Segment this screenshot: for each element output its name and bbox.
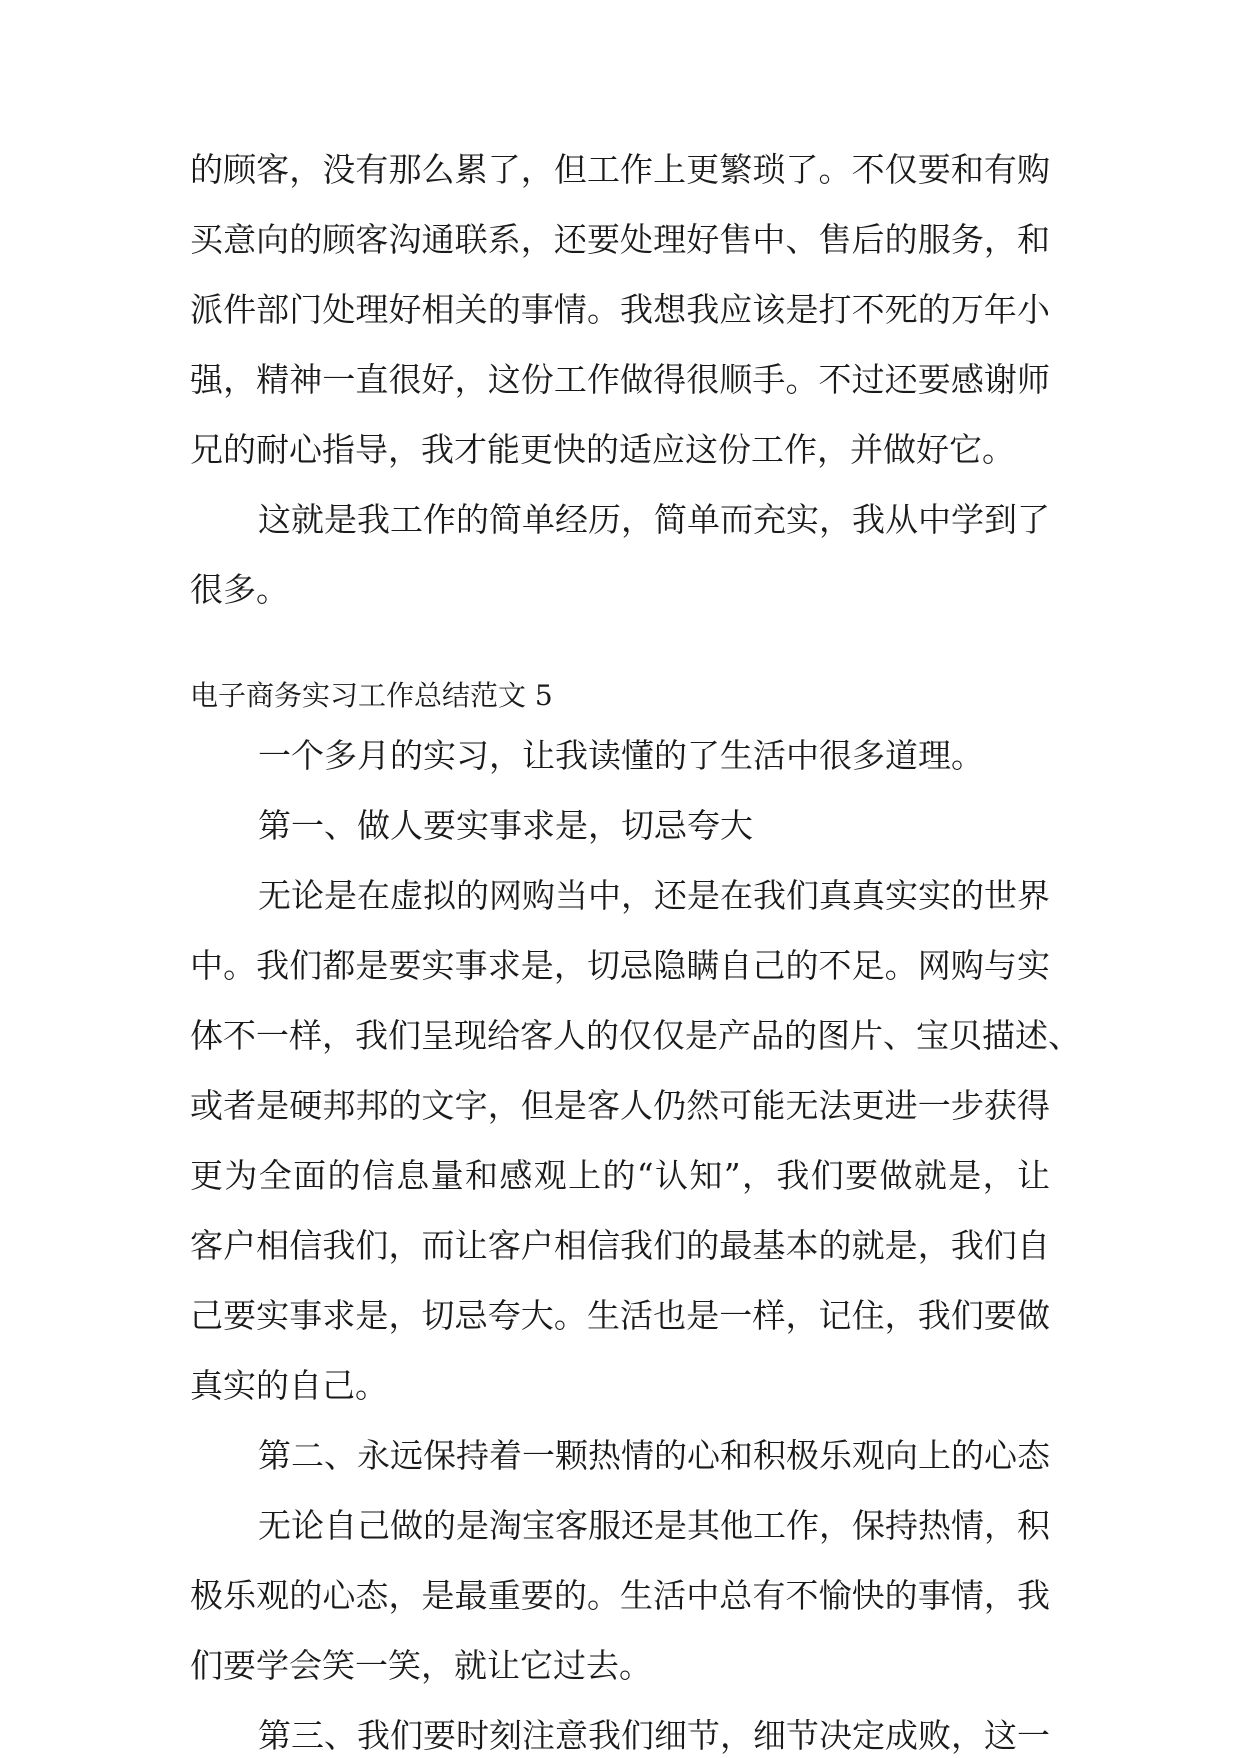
section-title: 电子商务实习工作总结范文 5 <box>190 679 553 712</box>
body-text-line: 更为全面的信息量和感观上的“认知”，我们要做就是，让 <box>190 1156 1050 1195</box>
body-text-line: 这就是我工作的简单经历，简单而充实，我从中学到了 <box>258 500 1050 539</box>
body-text-line: 真实的自己。 <box>190 1366 388 1405</box>
body-text-line: 极乐观的心态，是最重要的。生活中总有不愉快的事情，我 <box>190 1576 1050 1615</box>
point-title: 第三、我们要时刻注意我们细节，细节决定成败，这一 <box>258 1716 1050 1755</box>
intro-line: 一个多月的实习，让我读懂的了生活中很多道理。 <box>258 736 984 775</box>
body-text-line: 很多。 <box>190 570 289 609</box>
body-text-line: 客户相信我们，而让客户相信我们的最基本的就是，我们自 <box>190 1226 1050 1265</box>
body-text-line: 中。我们都是要实事求是，切忌隐瞒自己的不足。网购与实 <box>190 946 1050 985</box>
body-text-line: 买意向的顾客沟通联系，还要处理好售中、售后的服务，和 <box>190 220 1050 259</box>
point-title: 第一、做人要实事求是，切忌夸大 <box>258 806 753 845</box>
body-text-line: 兄的耐心指导，我才能更快的适应这份工作，并做好它。 <box>190 430 1015 469</box>
body-text-line: 派件部门处理好相关的事情。我想我应该是打不死的万年小 <box>190 290 1050 329</box>
body-text-line: 己要实事求是，切忌夸大。生活也是一样，记住，我们要做 <box>190 1296 1050 1335</box>
body-text-line: 的顾客，没有那么累了，但工作上更繁琐了。不仅要和有购 <box>190 150 1050 189</box>
body-text-line: 无论是在虚拟的网购当中，还是在我们真真实实的世界 <box>258 876 1050 915</box>
body-text-line: 们要学会笑一笑，就让它过去。 <box>190 1646 652 1685</box>
body-text-line: 或者是硬邦邦的文字，但是客人仍然可能无法更进一步获得 <box>190 1086 1050 1125</box>
body-text-line: 强，精神一直很好，这份工作做得很顺手。不过还要感谢师 <box>190 360 1050 399</box>
point-title: 第二、永远保持着一颗热情的心和积极乐观向上的心态 <box>258 1436 1050 1475</box>
body-text-line: 体不一样，我们呈现给客人的仅仅是产品的图片、宝贝描述、 <box>190 1016 1081 1055</box>
body-text-line: 无论自己做的是淘宝客服还是其他工作，保持热情，积 <box>258 1506 1050 1545</box>
